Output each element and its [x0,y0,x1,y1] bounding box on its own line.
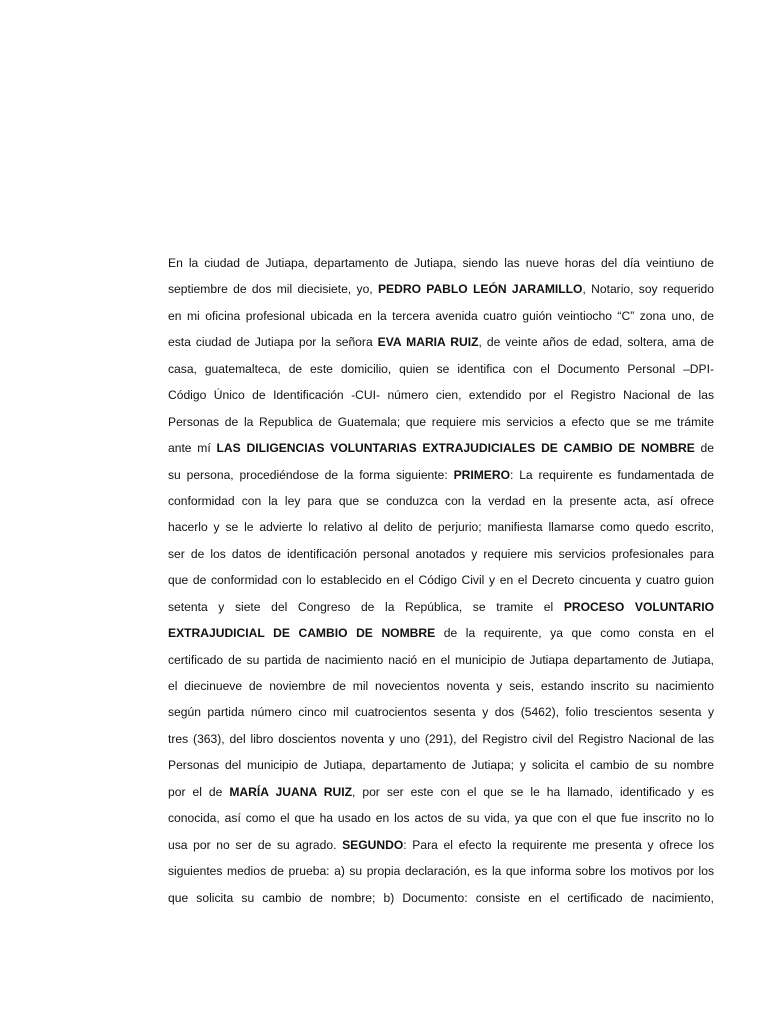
text-segment: conformidad con la ley para que se conduzca con la verdad en la presente acta, así ofrece [168,493,714,508]
text-line [168,435,714,461]
text-segment: de [694,441,714,456]
text-segment: septiembre de dos mil diecisiete, yo, [168,282,378,297]
text-segment: Personas de la Republica de Guatemala; que requiere mis servicios a efecto que se me trámite [168,414,714,429]
bold-text-segment: LAS DILIGENCIAS VOLUNTARIAS EXTRAJUDICIALES DE CAMBIO DE NOMBRE [216,441,695,456]
text-segment: : Para el efecto la requirente me presenta y ofrece los [403,837,714,852]
text-segment: siguientes medios de prueba: a) su propia declaración, es la que informa sobre los motivos por los [168,864,714,879]
text-line [168,594,714,620]
text-line [168,356,714,382]
bold-text-segment: PRIMERO [453,467,511,482]
bold-text-segment: PEDRO PABLO LEÓN JARAMILLO [377,282,583,297]
text-segment: el diecinueve de noviembre de mil novecientos noventa y seis, estando inscrito su nacimiento [168,679,714,693]
text-segment: , de veinte años de edad, soltera, ama de [478,335,714,350]
text-segment: tres (363), del libro doscientos noventa y uno (291), del Registro civil del Registro Nacional de las [168,731,714,746]
text-line [168,462,714,488]
text-line [168,699,714,725]
text-line [168,832,714,858]
text-segment: en mi oficina profesional ubicada en la tercera avenida cuatro guión veintiocho “C” zona uno, de [168,308,714,323]
text-segment: ante mí [168,441,217,456]
text-line [168,541,714,567]
text-line [168,779,714,805]
text-line [168,620,714,646]
text-segment: , por ser este con el que se le ha llamado, identificado y es [351,784,714,799]
text-segment: hacerlo y se le advierte lo relativo al delito de perjurio; manifiesta llamarse como quedo escrito, [168,520,714,535]
bold-text-segment: EVA MARIA RUIZ [377,335,479,350]
text-segment: casa, guatemalteca, de este domicilio, quien se identifica con el Documento Personal –DPI- [168,361,714,376]
text-segment: , Notario, soy requerido [582,282,714,297]
text-line [168,409,714,435]
text-segment: su persona, procediéndose de la forma siguiente: [168,467,454,482]
text-segment: ser de los datos de identificación personal anotados y requiere mis servicios profesionales para [168,546,714,561]
document-body [168,250,714,911]
bold-text-segment: EXTRAJUDICIAL DE CAMBIO DE NOMBRE [168,626,436,641]
text-line [168,303,714,329]
bold-text-segment: PROCESO VOLUNTARIO [563,599,714,614]
text-line [168,514,714,540]
text-segment: setenta y siete del Congreso de la República, se tramite el [168,599,564,614]
bold-text-segment: SEGUNDO [342,837,404,852]
text-line [168,250,714,276]
text-line [168,382,714,408]
text-segment: que solicita su cambio de nombre; b) Documento: consiste en el certificado de nacimiento, [168,890,714,905]
text-line [168,726,714,752]
text-line [168,885,714,911]
text-segment: En la ciudad de Jutiapa, departamento de Jutiapa, siendo las nueve horas del día veintiuno de [168,256,714,270]
text-line [168,488,714,514]
text-segment: Código Único de Identificación -CUI- número cien, extendido por el Registro Nacional de las [168,388,714,403]
text-segment: Personas del municipio de Jutiapa, departamento de Jutiapa; y solicita el cambio de su nombre [168,758,714,773]
text-line [168,567,714,593]
text-segment: esta ciudad de Jutiapa por la señora [168,335,378,350]
text-line [168,276,714,302]
text-segment: según partida número cinco mil cuatrocientos sesenta y dos (5462), folio trescientos sesenta y [168,705,714,720]
text-line [168,673,714,699]
bold-text-segment: MARÍA JUANA RUIZ [229,784,352,799]
text-segment: conocida, así como el que ha usado en los actos de su vida, ya que con el que fue inscrito no lo [168,811,714,826]
text-segment: usa por no ser de su agrado. [168,837,343,852]
text-segment: de la requirente, ya que como consta en el [435,626,714,641]
text-segment: certificado de su partida de nacimiento nació en el municipio de Jutiapa departamento de Jutiapa, [168,652,714,667]
text-line [168,329,714,355]
text-line [168,752,714,778]
text-line [168,805,714,831]
text-segment: que de conformidad con lo establecido en el Código Civil y en el Decreto cincuenta y cuatro guion [168,573,714,588]
text-segment: por el de [168,784,230,799]
text-segment: : La requirente es fundamentada de [510,467,714,482]
text-line [168,647,714,673]
text-line [168,858,714,884]
